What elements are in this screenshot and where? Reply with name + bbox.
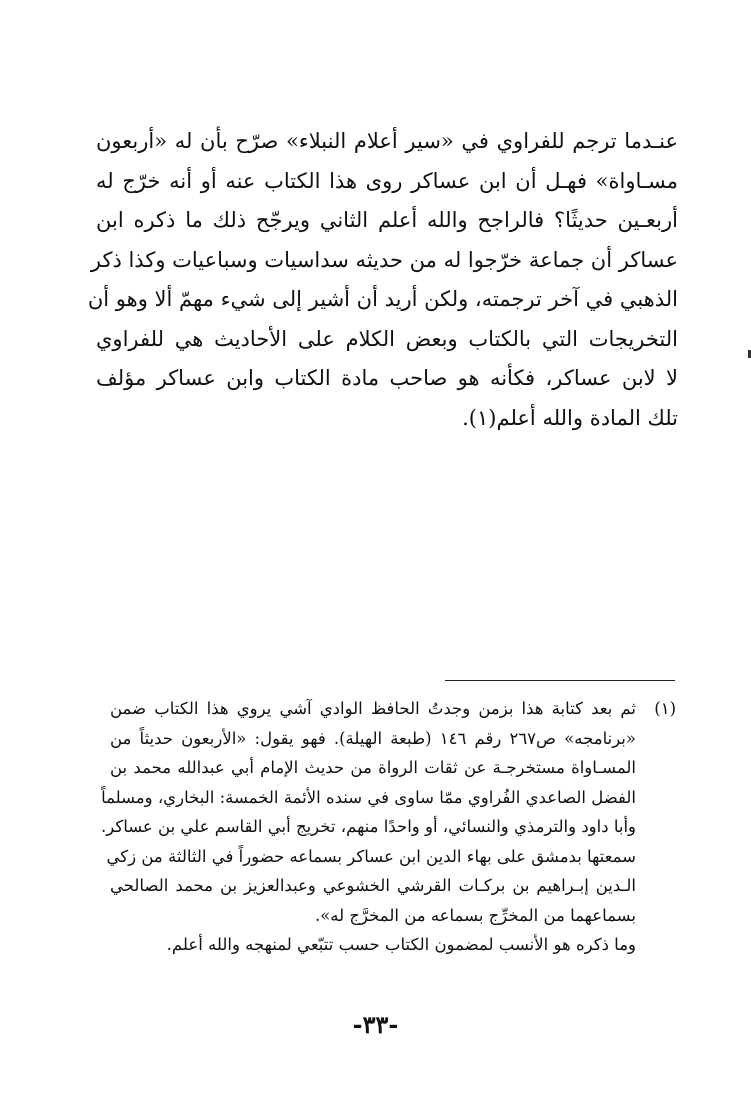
main-text-line: الذهبي في آخر ترجمته، ولكن أريد أن أشير إلى شيء مهمّ ألا وهو أن xyxy=(87,287,678,311)
footnote-line: بسماعهما من المخرِّج بسماعه من المخرَّج له». xyxy=(314,905,636,925)
main-text-line: مسـاواة» فهـل أن ابن عساكر روى هذا الكتاب عنه أو أنه خرّج له xyxy=(96,168,678,193)
footnote-line: سمعتها بدمشق على بهاء الدين ابن عساكر بسماعه حضوراً في الثالثة من زكي xyxy=(106,846,636,866)
footnote-marker: (١) xyxy=(654,699,676,718)
main-text-line: لا لابن عساكر، فكأنه هو صاحب مادة الكتاب وابن عساكر مؤلف xyxy=(96,366,678,390)
footnote-line: وما ذكره هو الأنسب لمضمون الكتاب حسب تتبّعي لمنهجه والله أعلم. xyxy=(166,935,636,954)
footnote-separator xyxy=(445,680,675,681)
footnote-line: الفضل الصاعدي الفُراوي ممّا ساوى في سنده الأئمة الخمسة: البخاري، ومسلماً xyxy=(101,787,636,807)
main-text-line: التخريجات التي بالكتاب وبعض الكلام على الأحاديث هي للفراوي xyxy=(96,326,678,351)
footnote-body xyxy=(100,694,636,960)
footnote-line: ثم بعد كتابة هذا بزمن وجدتُ الحافظ الوادي آشي يروي هذا الكتاب ضمن xyxy=(110,699,636,718)
footnote-line: المسـاواة مستخرجـة عن ثقات الرواة من حديث الإمام أبي عبدالله محمد بن xyxy=(110,758,636,777)
main-text-line: عساكر أن جماعة خرّجوا له من حديثه سداسيات وسباعيات وكذا ذكر xyxy=(90,247,678,272)
main-text-block xyxy=(87,122,678,438)
footnote-line: وأبا داود والترمذي والنسائي، أو واحدًا منهم، تخريج أبي القاسم علي بن عساكر. xyxy=(100,817,636,836)
footnote-line: «برنامجه» ص٢٦٧ رقم ١٤٦ (طبعة الهيلة). فهو يقول: «الأربعون حديثاً من xyxy=(110,728,636,748)
main-text-line: تلك المادة والله أعلم(١). xyxy=(462,405,678,430)
footnote-line: الـدين إبـراهيم بن بركـات القرشي الخشوعي وعبدالعزيز بن محمد الصالحي xyxy=(110,876,636,895)
page-number: -٣٣- xyxy=(352,1010,399,1039)
footnote-block xyxy=(100,694,676,960)
main-text-line: عنـدما ترجم للفراوي في «سير أعلام النبلاء» صرّح بأن له «أربعون xyxy=(96,129,678,153)
main-text-line: أربعـين حديثًا؟ فالراجح والله أعلم الثاني ويرجّح ذلك ما ذكره ابن xyxy=(96,208,678,232)
